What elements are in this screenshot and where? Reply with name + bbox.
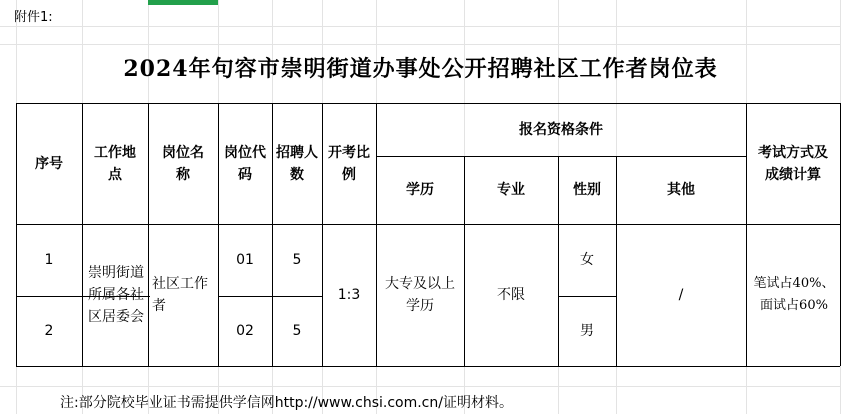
shared-exam-ratio: 1:3 — [337, 287, 361, 303]
row2-code: 02 — [236, 323, 254, 339]
header-position-name: 岗位名称 — [162, 144, 204, 183]
header-exam-method: 考试方式及成绩计算 — [758, 144, 828, 183]
header-major: 专业 — [497, 182, 525, 198]
header-position-code: 岗位代码 — [224, 144, 266, 183]
shared-location: 崇明街道所属各社区居委会 — [88, 265, 144, 325]
row1-code: 01 — [236, 252, 254, 268]
shared-major: 不限 — [497, 287, 525, 303]
footnote: 注:部分院校毕业证书需提供学信网http://www.chsi.com.cn/证明材料。 — [60, 395, 513, 411]
row2-count: 5 — [292, 323, 302, 339]
row1-count: 5 — [292, 252, 302, 268]
shared-position-name: 社区工作者 — [152, 276, 208, 314]
header-seq: 序号 — [35, 155, 63, 172]
header-exam-ratio: 开考比例 — [328, 144, 370, 183]
header-other: 其他 — [667, 182, 695, 198]
header-requirements: 报名资格条件 — [519, 121, 603, 138]
row2-seq: 2 — [44, 323, 54, 339]
header-location: 工作地点 — [94, 144, 136, 183]
row2-gender: 男 — [580, 323, 594, 339]
row1-gender: 女 — [580, 252, 594, 268]
page-title: 2024年句容市崇明街道办事处公开招聘社区工作者岗位表 — [123, 56, 718, 82]
shared-exam-method: 笔试占40%、面试占60% — [753, 276, 835, 313]
shared-education: 大专及以上学历 — [385, 276, 455, 314]
header-education: 学历 — [406, 182, 434, 198]
attachment-label: 附件1: — [14, 10, 53, 25]
header-gender: 性别 — [573, 182, 601, 198]
header-hire-count: 招聘人数 — [276, 144, 318, 183]
row1-seq: 1 — [44, 252, 54, 268]
shared-other: / — [678, 287, 684, 303]
